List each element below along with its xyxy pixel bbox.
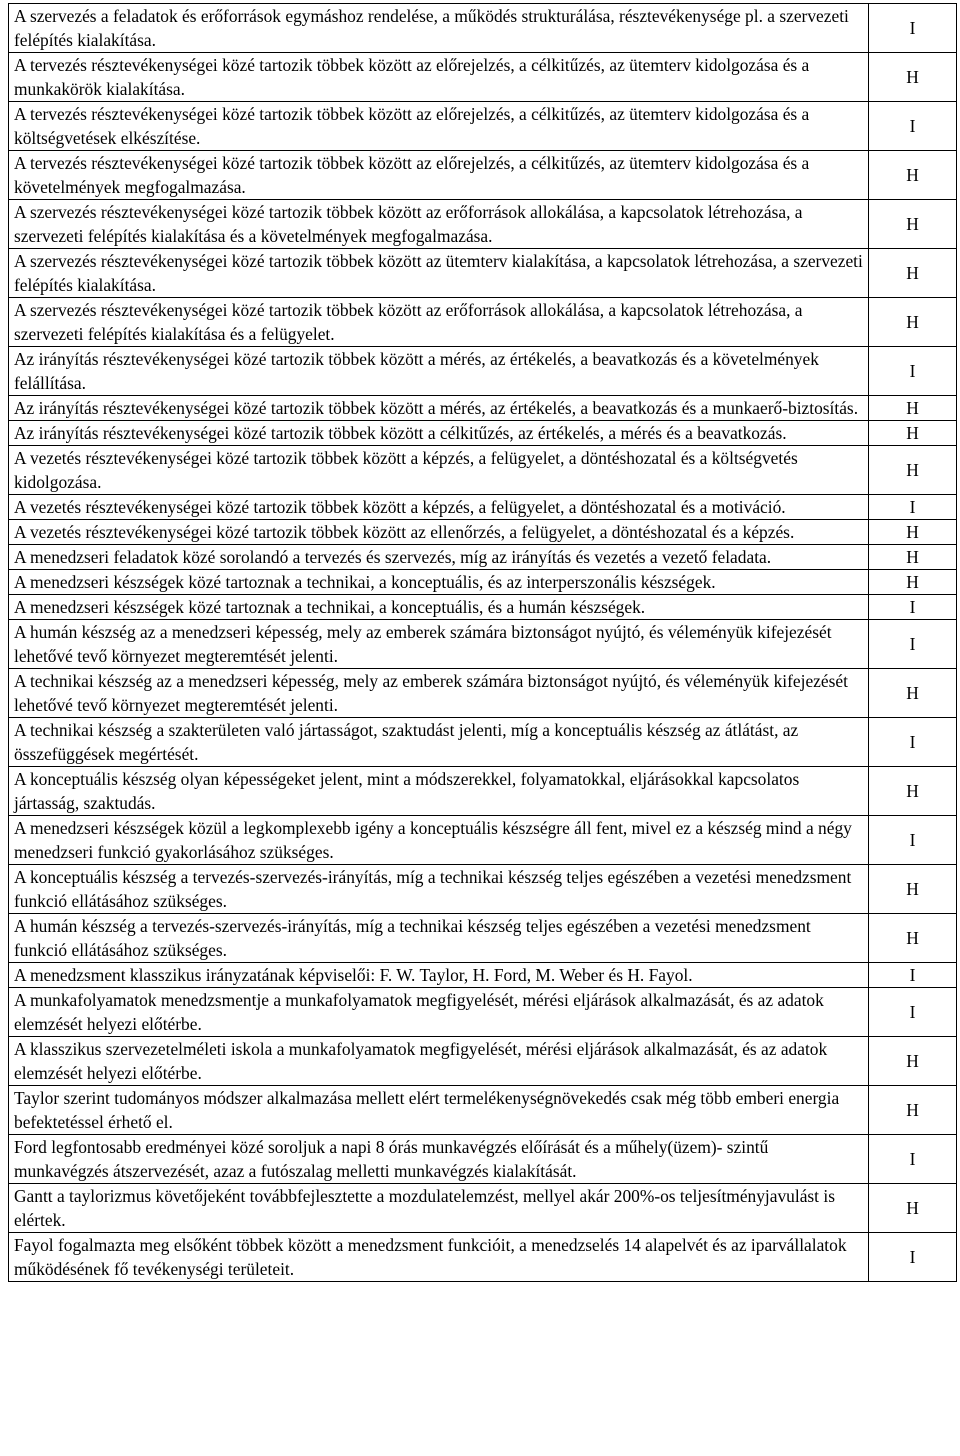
statement-cell: A konceptuális készség a tervezés-szervezés-irányítás, míg a technikai készség teljes egészében a vezetési menedzsment funkció ellátásához szükséges. xyxy=(9,865,869,914)
table-row xyxy=(9,4,957,53)
table-row xyxy=(9,200,957,249)
statement-cell: A klasszikus szervezetelméleti iskola a munkafolyamatok megfigyelését, mérési eljárások alkalmazását, és az adatok elemzését helyezi előtérbe. xyxy=(9,1037,869,1086)
statement-cell: A konceptuális készség olyan képességeket jelent, mint a módszerekkel, folyamatokkal, eljárásokkal kapcsolatos jártasság, szaktudás. xyxy=(9,767,869,816)
table-row xyxy=(9,914,957,963)
statement-cell: A menedzsment klasszikus irányzatának képviselői: F. W. Taylor, H. Ford, M. Weber és H. Fayol. xyxy=(9,963,869,988)
table-row xyxy=(9,963,957,988)
statement-cell: A technikai készség az a menedzseri képesség, mely az emberek számára biztonságot nyújtó, és véleményük kifejezését lehetővé tevő környezet megteremtését jelenti. xyxy=(9,669,869,718)
table-row xyxy=(9,767,957,816)
answer-cell: I xyxy=(869,1233,957,1282)
table-row xyxy=(9,988,957,1037)
table-row xyxy=(9,620,957,669)
table-row xyxy=(9,151,957,200)
statement-cell: A vezetés résztevékenységei közé tartozik többek között a képzés, a felügyelet, a döntéshozatal és a költségvetés kidolgozása. xyxy=(9,446,869,495)
answer-cell: H xyxy=(869,200,957,249)
answer-cell: H xyxy=(869,53,957,102)
statement-cell: Az irányítás résztevékenységei közé tartozik többek között a mérés, az értékelés, a beavatkozás és a követelmények felállítása. xyxy=(9,347,869,396)
answer-cell: H xyxy=(869,545,957,570)
statement-cell: A technikai készség a szakterületen való jártasságot, szaktudást jelenti, míg a konceptuális készség az átlátást, az összefüggések megértését. xyxy=(9,718,869,767)
answer-cell: I xyxy=(869,1135,957,1184)
table-row xyxy=(9,520,957,545)
statement-cell: A humán készség a tervezés-szervezés-irányítás, míg a technikai készség teljes egészében a vezetési menedzsment funkció ellátásához szükséges. xyxy=(9,914,869,963)
statement-cell: A szervezés résztevékenységei közé tartozik többek között az erőforrások allokálása, a kapcsolatok létrehozása, a szervezeti felépítés kialakítása és a követelmények megfogalmazása. xyxy=(9,200,869,249)
table-row xyxy=(9,570,957,595)
answer-cell: H xyxy=(869,1037,957,1086)
table-row xyxy=(9,1086,957,1135)
statement-cell: A tervezés résztevékenységei közé tartozik többek között az előrejelzés, a célkitűzés, az ütemterv kidolgozása és a munkakörök kialakítása. xyxy=(9,53,869,102)
statement-cell: Az irányítás résztevékenységei közé tartozik többek között a mérés, az értékelés, a beavatkozás és a munkaerő-biztosítás. xyxy=(9,396,869,421)
table-row xyxy=(9,495,957,520)
answer-cell: H xyxy=(869,914,957,963)
table-row xyxy=(9,249,957,298)
table-row xyxy=(9,669,957,718)
statement-cell: A szervezés résztevékenységei közé tartozik többek között az ütemterv kialakítása, a kapcsolatok létrehozása, a szervezeti felépítés kialakítása. xyxy=(9,249,869,298)
table-row xyxy=(9,396,957,421)
table-row xyxy=(9,1184,957,1233)
table-row xyxy=(9,446,957,495)
answer-cell: I xyxy=(869,816,957,865)
answer-cell: I xyxy=(869,718,957,767)
statement-cell: A vezetés résztevékenységei közé tartozik többek között az ellenőrzés, a felügyelet, a döntéshozatal és a képzés. xyxy=(9,520,869,545)
table-row xyxy=(9,816,957,865)
table-row xyxy=(9,1037,957,1086)
answer-cell: H xyxy=(869,767,957,816)
statement-cell: Taylor szerint tudományos módszer alkalmazása mellett elért termelékenységnövekedés csak még több emberi energia befektetéssel érhető el. xyxy=(9,1086,869,1135)
answer-cell: I xyxy=(869,4,957,53)
statement-cell: A humán készség az a menedzseri képesség, mely az emberek számára biztonságot nyújtó, és véleményük kifejezését lehetővé tevő környezet megteremtését jelenti. xyxy=(9,620,869,669)
statement-cell: Ford legfontosabb eredményei közé soroljuk a napi 8 órás munkavégzés előírását és a műhely(üzem)- szintű munkavégzés átszervezését, azaz a futószalag melletti munkavégzés kialakítását. xyxy=(9,1135,869,1184)
table-row xyxy=(9,298,957,347)
statement-cell: A szervezés a feladatok és erőforrások egymáshoz rendelése, a működés strukturálása, résztevékenysége pl. a szervezeti felépítés kialakítása. xyxy=(9,4,869,53)
answer-cell: H xyxy=(869,1086,957,1135)
answer-cell: H xyxy=(869,520,957,545)
answer-cell: I xyxy=(869,595,957,620)
true-false-table xyxy=(8,3,957,1282)
statement-cell: A menedzseri feladatok közé sorolandó a tervezés és szervezés, míg az irányítás és vezetés a vezető feladata. xyxy=(9,545,869,570)
answer-cell: H xyxy=(869,865,957,914)
answer-cell: H xyxy=(869,396,957,421)
table-row xyxy=(9,718,957,767)
statement-cell: A tervezés résztevékenységei közé tartozik többek között az előrejelzés, a célkitűzés, az ütemterv kidolgozása és a követelmények megfogalmazása. xyxy=(9,151,869,200)
answer-cell: H xyxy=(869,249,957,298)
statement-cell: A munkafolyamatok menedzsmentje a munkafolyamatok megfigyelését, mérési eljárások alkalmazását, és az adatok elemzését helyezi előtérbe. xyxy=(9,988,869,1037)
statement-cell: Gantt a taylorizmus követőjeként továbbfejlesztette a mozdulatelemzést, mellyel akár 200%-os teljesítményjavulást is elértek. xyxy=(9,1184,869,1233)
statement-cell: A vezetés résztevékenységei közé tartozik többek között a képzés, a felügyelet, a döntéshozatal és a motiváció. xyxy=(9,495,869,520)
table-row xyxy=(9,102,957,151)
answer-cell: I xyxy=(869,620,957,669)
table-row xyxy=(9,545,957,570)
answer-cell: H xyxy=(869,298,957,347)
table-row xyxy=(9,347,957,396)
answer-cell: I xyxy=(869,347,957,396)
answer-cell: I xyxy=(869,988,957,1037)
answer-cell: I xyxy=(869,963,957,988)
table-body xyxy=(9,4,957,1282)
answer-cell: H xyxy=(869,421,957,446)
statement-cell: A menedzseri készségek közé tartoznak a technikai, a konceptuális, és a humán készségek. xyxy=(9,595,869,620)
answer-cell: H xyxy=(869,570,957,595)
statement-cell: A menedzseri készségek közül a legkomplexebb igény a konceptuális készségre áll fent, mivel ez a készség mind a négy menedzseri funkció gyakorlásához szükséges. xyxy=(9,816,869,865)
statement-cell: A menedzseri készségek közé tartoznak a technikai, a konceptuális, és az interperszonális készségek. xyxy=(9,570,869,595)
answer-cell: I xyxy=(869,102,957,151)
table-row xyxy=(9,595,957,620)
statement-cell: Az irányítás résztevékenységei közé tartozik többek között a célkitűzés, az értékelés, a mérés és a beavatkozás. xyxy=(9,421,869,446)
answer-cell: I xyxy=(869,495,957,520)
answer-cell: H xyxy=(869,446,957,495)
statement-cell: A tervezés résztevékenységei közé tartozik többek között az előrejelzés, a célkitűzés, az ütemterv kidolgozása és a költségvetések elkészítése. xyxy=(9,102,869,151)
table-row xyxy=(9,865,957,914)
table-row xyxy=(9,1135,957,1184)
statement-cell: A szervezés résztevékenységei közé tartozik többek között az erőforrások allokálása, a kapcsolatok létrehozása, a szervezeti felépítés kialakítása és a felügyelet. xyxy=(9,298,869,347)
table-row xyxy=(9,421,957,446)
answer-cell: H xyxy=(869,1184,957,1233)
statement-cell: Fayol fogalmazta meg elsőként többek között a menedzsment funkcióit, a menedzselés 14 alapelvét és az iparvállalatok működésének fő tevékenységi területeit. xyxy=(9,1233,869,1282)
table-row xyxy=(9,53,957,102)
answer-cell: H xyxy=(869,151,957,200)
answer-cell: H xyxy=(869,669,957,718)
table-row xyxy=(9,1233,957,1282)
